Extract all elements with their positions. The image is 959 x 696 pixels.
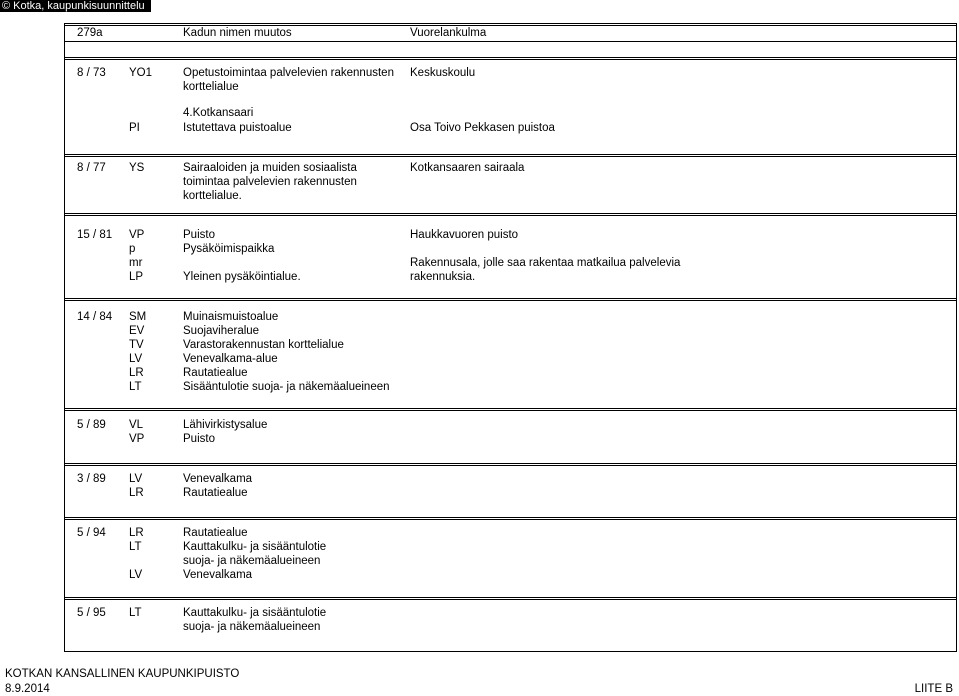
plan-description: Sairaaloiden ja muiden sosiaalista toimintaa palvelevien rakennusten korttelialue. xyxy=(183,162,357,202)
plan-number: 8 / 73 xyxy=(77,67,106,79)
zone-code: VL VP xyxy=(129,419,145,445)
plan-note: Haukkavuoren puisto Rakennusala, jolle saa rakentaa matkailua palvelevia rakennuksia. xyxy=(410,229,681,283)
plan-number: 5 / 95 xyxy=(77,607,106,619)
plan-description: Lähivirkistysalue Puisto xyxy=(183,419,268,445)
plan-number: 14 / 84 xyxy=(77,311,113,323)
zone-code: PI xyxy=(129,122,140,134)
zone-code: LT xyxy=(129,607,142,619)
zone-code: LV LR xyxy=(129,473,144,499)
row-divider xyxy=(65,41,956,42)
row-divider xyxy=(65,597,956,600)
plan-description: Kadun nimen muutos xyxy=(183,27,292,39)
plan-description: Venevalkama Rautatiealue xyxy=(183,473,253,499)
footer-appendix: LIITE B xyxy=(914,683,953,695)
row-divider xyxy=(65,408,956,411)
plan-number: 3 / 89 xyxy=(77,473,106,485)
footer-date: 8.9.2014 xyxy=(5,683,50,695)
plan-number: 279a xyxy=(77,27,103,39)
zone-code: SM EV TV LV LR LT xyxy=(129,311,147,393)
row-divider xyxy=(65,298,956,301)
plan-description: Rautatiealue Kauttakulku- ja sisääntulotie suoja- ja näkemäalueineen Venevalkama xyxy=(183,527,327,581)
plan-note: Vuorelankulma xyxy=(410,27,487,39)
row-divider xyxy=(65,517,956,520)
plan-description: Muinaismuistoalue Suojaviheralue Varastorakennustan korttelialue Venevalkama-alue Rautatiealue Sisääntulotie suoja- ja näkemäalueineen xyxy=(183,311,390,393)
plan-description: Puisto Pysäköimispaikka Yleinen pysäköintialue. xyxy=(183,229,301,283)
plan-description: Istutettava puistoalue xyxy=(183,122,292,134)
footer-organization: KOTKAN KANSALLINEN KAUPUNKIPUISTO xyxy=(5,668,240,680)
plan-number: 5 / 89 xyxy=(77,419,106,431)
zone-code: VP p mr LP xyxy=(129,229,145,283)
plan-note: Osa Toivo Pekkasen puistoa xyxy=(410,122,555,134)
copyright-banner: © Kotka, kaupunkisuunnittelu xyxy=(0,0,151,12)
zone-code: LR LT LV xyxy=(129,527,144,581)
plan-number: 8 / 77 xyxy=(77,162,106,174)
row-divider xyxy=(65,154,956,157)
plan-note: Keskuskoulu xyxy=(410,67,476,79)
plan-number: 5 / 94 xyxy=(77,527,106,539)
table-bottom-border xyxy=(65,651,956,652)
plan-number: 15 / 81 xyxy=(77,229,113,241)
row-divider xyxy=(65,57,956,60)
plan-description: Kauttakulku- ja sisääntulotie suoja- ja näkemäalueineen xyxy=(183,607,327,633)
plan-note: Kotkansaaren sairaala xyxy=(410,162,525,174)
plan-description: Opetustoimintaa palvelevien rakennusten korttelialue xyxy=(183,67,394,93)
plan-description: 4.Kotkansaari xyxy=(183,107,254,119)
plan-changes-table xyxy=(64,23,957,652)
zone-code: YS xyxy=(129,162,145,174)
zone-code: YO1 xyxy=(129,67,153,79)
row-divider xyxy=(65,463,956,466)
row-divider xyxy=(65,213,956,216)
